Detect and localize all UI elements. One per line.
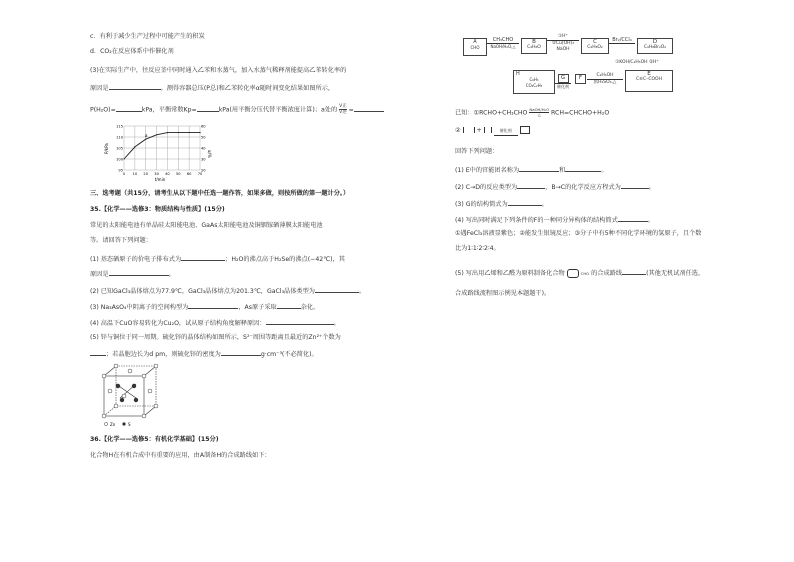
blank[interactable]: [565, 165, 601, 172]
xtick-label: 10: [132, 172, 138, 176]
xtick-label: 50: [175, 172, 181, 176]
xtick-label: 40: [165, 172, 170, 176]
arrow-4: ①KOH/C₂H₅OH ②H⁺: [615, 60, 659, 65]
blank[interactable]: [622, 268, 646, 275]
data-point: [199, 132, 200, 133]
ytick-label: 115: [116, 124, 123, 129]
blank[interactable]: [621, 182, 649, 189]
compound-d: D C₉H₈Br₂O₂: [637, 38, 673, 54]
r-q4-ratio: 比为1∶1∶2∶2∶4。: [455, 245, 500, 252]
r-q3: (3) G的结构简式为 。: [455, 201, 548, 208]
data-point: [123, 158, 124, 159]
q35-1: (1) 基态硒原子的价电子排布式为 ；H₂O的沸点高于H₂Se的沸点(−42℃)，其: [90, 256, 345, 263]
blank[interactable]: [266, 318, 334, 325]
r-q5-cont: 合成路线流程图示例见本题题干)。: [455, 290, 551, 297]
legend-s: S: [128, 422, 131, 427]
q3-line3: P(H₂O)= kPa，平衡常数Kp= kPa(用平衡分压代替平衡浓度计算)；a处的 V正 V逆 =: [90, 104, 384, 115]
ytick-label: 100: [116, 157, 123, 162]
compound-b: B C₉H₈O: [521, 38, 547, 54]
pressure-curve: [124, 133, 200, 159]
data-point: [156, 134, 157, 135]
compound-c: C C₉H₈O₂: [581, 38, 609, 54]
blank[interactable]: [221, 349, 261, 356]
graph-xticks: [123, 172, 203, 176]
arrow-6: G 催化剂: [557, 75, 569, 89]
option-d: d．CO₂在反应体系中作催化剂: [90, 48, 174, 55]
ytick-label: 110: [116, 135, 123, 140]
blank[interactable]: [277, 302, 301, 309]
blank[interactable]: [315, 286, 359, 293]
r-q4: (4) 写出同时满足下列条件的F的一种同分异构体的结构简式 。: [455, 217, 654, 224]
xtick-label: 0: [122, 172, 126, 176]
blank[interactable]: [517, 182, 545, 189]
ytick-label: 95: [118, 168, 123, 173]
r-q5: (5) 写出用乙烯和乙醛为原料制备化合物 CHO 的合成路线 (其他无机试剂任选，: [455, 270, 705, 277]
compound-e: E C≡C–COOH: [625, 70, 673, 92]
graph-ylabel: P/kPa: [104, 143, 109, 154]
q35-intro1: 常见的太阳能电池有单晶硅太阳能电池、GaAs太阳能电池及铜铟镓硒薄膜太阳能电池: [90, 222, 323, 229]
q35-5: (5) 锌与铜位于同一周期。硫化锌的晶体结构如图所示，S²⁻周围等距离且最近的Zn²⁺个数为: [90, 334, 341, 341]
arrow-5: C₂H₅OH 浓H₂SO₄,△: [587, 73, 623, 86]
graph-yticks: [116, 125, 124, 173]
q35-5-cont: ；若晶胞边长为d pm，则硫化锌的密度为 g·cm⁻³(不必简化)。: [90, 349, 318, 359]
compound-f: F: [575, 74, 586, 84]
graph-xlabel: t/min: [154, 177, 166, 182]
ytick2-label: 40: [201, 146, 206, 151]
data-point: [178, 132, 179, 133]
q36-title: 36.【化学——选修5：有机化学基础】(15分): [90, 436, 219, 443]
r-q4-cond: ①遇FeCl₃溶液显紫色；②能发生银镜反应；③分子中有5种不同化学环境的氢原子，且个数: [455, 230, 702, 237]
xtick-label: 60: [186, 172, 192, 176]
q35-intro2: 等。请回答下列问题：: [90, 237, 152, 244]
blank[interactable]: [181, 254, 225, 261]
q3-line1: (3)在实际生产中，往反应釜中同时通入乙苯和水蒸气，加入水蒸气稀释剂能提高乙苯转化率的: [90, 67, 347, 74]
arrow-2: ①H⁺ ②Cu(OH)₂ NaOH: [547, 34, 579, 53]
ytick2-label: 60: [201, 124, 206, 129]
q35-title: 35.【化学——选修3：物质结构与性质】(15分): [90, 206, 225, 213]
data-point: [167, 132, 168, 133]
blank[interactable]: [116, 105, 142, 112]
ytick-label: 105: [116, 146, 123, 151]
known-2: ② + 催化剂: [455, 126, 530, 136]
section-3-heading: 三、选考题（共15分，请考生从以下题中任选一题作答，如果多做，则按所做的第一题计分。）: [90, 190, 350, 197]
ask: 回答下列问题：: [455, 148, 499, 155]
xtick-label: 20: [143, 172, 149, 176]
option-c: c．有利于减少生产过程中可能产生的积炭: [90, 33, 205, 40]
arrow-3: Br₂/CCl₄: [609, 37, 635, 46]
q35-3: (3) Na₃AsO₄中阴离子的空间构型为 ，As原子采取 杂化。: [90, 304, 320, 311]
legend-zn: Zn: [110, 422, 116, 427]
xtick-label: 30: [154, 172, 159, 176]
blank[interactable]: [508, 199, 542, 206]
point-a-label: a: [144, 134, 148, 140]
blank[interactable]: [188, 302, 238, 309]
compound-a: A CHO: [463, 38, 487, 56]
known-1: 已知：①RCHO+CH₃CHO NaOH/H₂O △ RCH=CHCHO+H₂O: [455, 107, 610, 117]
q35-2: (2) 已知GaCl₃晶体熔点为77.9℃，GaCl₃晶体熔点为201.3℃，GaCl₃晶体类型为 。: [90, 288, 366, 295]
graph-ylabel2: α/%: [207, 150, 212, 158]
blank[interactable]: [197, 105, 219, 112]
blank[interactable]: [354, 105, 384, 112]
graph-yticks2: [201, 125, 206, 173]
q35-4: (4) 高温下CuO容易转化为Cu₂O，试从原子结构角度解释原因： 。: [90, 320, 340, 327]
blank[interactable]: [519, 165, 559, 172]
ytick2-label: 30: [201, 157, 206, 162]
xtick-label: 70: [197, 172, 203, 176]
compound-g: G: [558, 74, 569, 83]
ytick2-label: 20: [201, 168, 206, 173]
q36-intro: 化合物H在有机合成中有重要的应用，由A制备H的合成路线如下：: [90, 452, 271, 459]
data-point: [134, 146, 135, 147]
compound-h: H C₆H₅ CO₂C₂H₅: [513, 70, 555, 94]
data-point: [189, 132, 190, 133]
blank[interactable]: [109, 269, 169, 276]
arrow-1: CH₃CHO NaOH/H₂O,△: [487, 37, 519, 50]
r-q1: (1) E中的官能团名称为 和 。: [455, 167, 608, 174]
q35-1-cont: 原因是 。: [90, 271, 175, 278]
r-q2: (2) C→D的反应类型为 ，B→C的化学反应方程式为 。: [455, 184, 655, 191]
zns-unit-cell: [100, 362, 164, 428]
pressure-conversion-graph: [104, 122, 214, 182]
ytick2-label: 50: [201, 135, 206, 140]
blank[interactable]: [109, 83, 161, 90]
blank[interactable]: [618, 215, 648, 222]
q3-line2: 原因是 。测得容器总压(P总)和乙苯转化率α随时间变化结果如图所示，: [90, 85, 335, 92]
blank[interactable]: [90, 349, 106, 356]
